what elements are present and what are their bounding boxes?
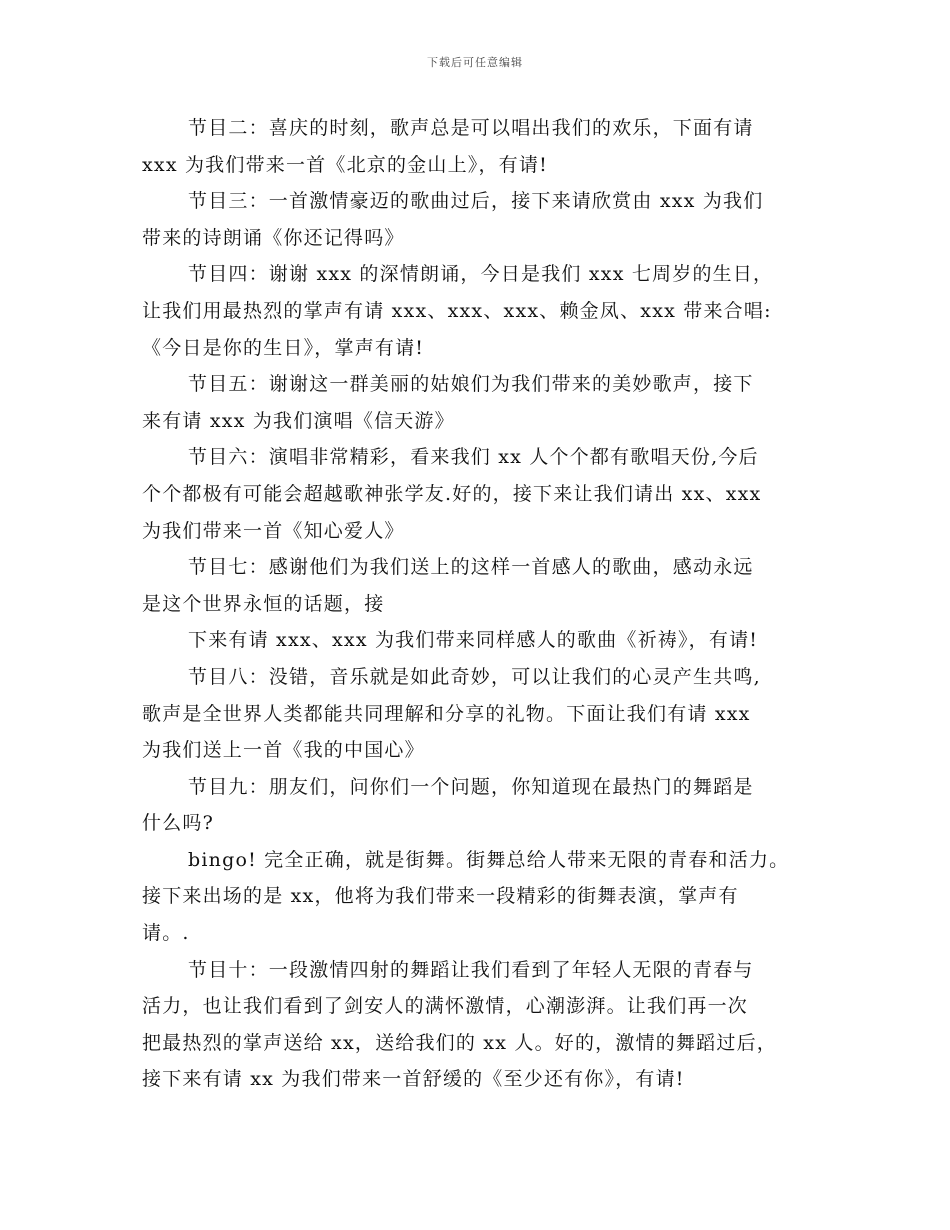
text-line: 来有请 xxx 为我们演唱《信天游》 bbox=[142, 409, 455, 432]
text-line: 带来的诗朗诵《你还记得吗》 bbox=[142, 226, 405, 249]
text-line: 节目六：演唱非常精彩，看来我们 xx 人个个都有歌唱天份,今后 bbox=[188, 446, 759, 469]
text-line: 节目八：没错，音乐就是如此奇妙，可以让我们的心灵产生共鸣, bbox=[188, 665, 761, 688]
text-line: 接下来出场的是 xx，他将为我们带来一段精彩的街舞表演，掌声有 bbox=[142, 885, 739, 908]
text-line: 节目四：谢谢 xxx 的深情朗诵，今日是我们 xxx 七周岁的生日， bbox=[188, 263, 774, 286]
text-line: 节目十：一段激情四射的舞蹈让我们看到了年轻人无限的青春与 bbox=[188, 958, 754, 981]
text-line: xxx 为我们带来一首《北京的金山上》，有请! bbox=[142, 153, 548, 176]
text-line: 节目五：谢谢这一群美丽的姑娘们为我们带来的美妙歌声，接下 bbox=[188, 373, 754, 396]
text-line: 把最热烈的掌声送给 xx，送给我们的 xx 人。好的，激情的舞蹈过后， bbox=[142, 1031, 777, 1054]
text-line: bingo! 完全正确，就是街舞。街舞总给人带来无限的青春和活力。 bbox=[188, 848, 790, 871]
text-line: 个个都极有可能会超越歌神张学友.好的，接下来让我们请出 xx、xxx bbox=[142, 482, 762, 505]
page-header: 下载后可任意编辑 bbox=[427, 56, 523, 69]
text-line: 节目三：一首激情豪迈的歌曲过后，接下来请欣赏由 xxx 为我们 bbox=[188, 190, 764, 213]
text-line: 歌声是全世界人类都能共同理解和分享的礼物。下面让我们有请 xxx bbox=[142, 702, 751, 725]
document-body bbox=[142, 110, 832, 1098]
text-line: 什么吗? bbox=[142, 812, 214, 835]
text-line: 《今日是你的生日》，掌声有请! bbox=[142, 336, 425, 359]
text-line: 节目二：喜庆的时刻，歌声总是可以唱出我们的欢乐，下面有请 bbox=[188, 117, 754, 139]
text-line: 下来有请 xxx、xxx 为我们带来同样感人的歌曲《祈祷》，有请! bbox=[188, 629, 759, 652]
text-line: 请。. bbox=[142, 922, 190, 945]
text-line: 是这个世界永恒的话题，接 bbox=[142, 592, 385, 615]
text-line: 活力，也让我们看到了剑安人的满怀激情，心潮澎湃。让我们再一次 bbox=[142, 995, 749, 1018]
text-line: 接下来有请 xx 为我们带来一首舒缓的《至少还有你》，有请! bbox=[142, 1068, 685, 1091]
text-line: 节目七：感谢他们为我们送上的这样一首感人的歌曲，感动永远 bbox=[188, 556, 754, 579]
text-line: 为我们带来一首《知心爱人》 bbox=[142, 519, 405, 542]
text-line: 为我们送上一首《我的中国心》 bbox=[142, 739, 425, 762]
text-line: 节目九：朋友们，问你们一个问题，你知道现在最热门的舞蹈是 bbox=[188, 775, 754, 798]
text-line: 让我们用最热烈的掌声有请 xxx、xxx、xxx、赖金凤、xxx 带来合唱: bbox=[142, 299, 772, 322]
